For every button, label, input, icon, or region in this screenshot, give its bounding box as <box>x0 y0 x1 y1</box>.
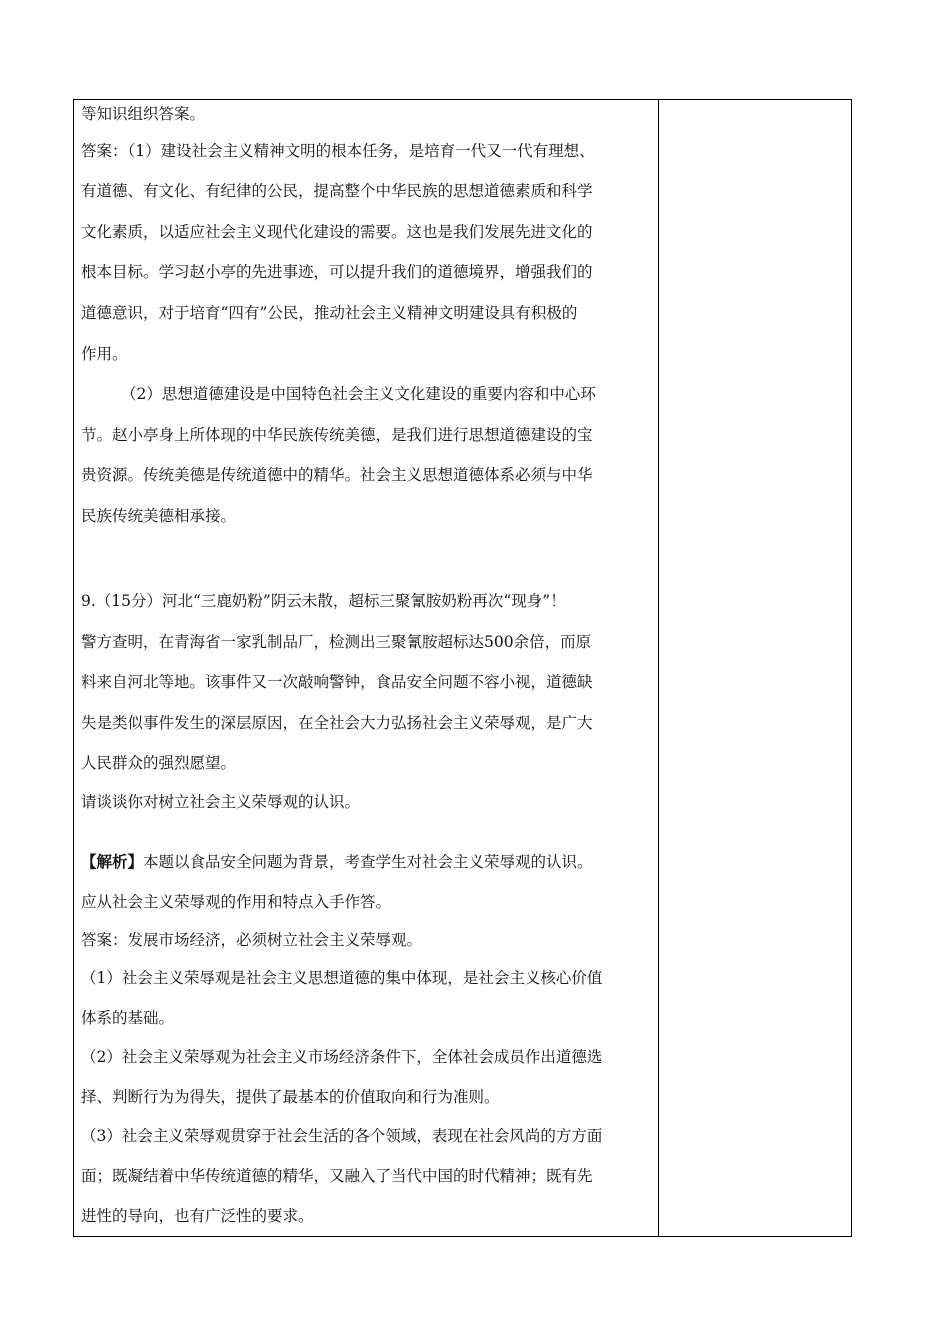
answer9-point3-line: 面；既凝结着中华传统道德的精华，又融入了当代中国的时代精神；既有先 <box>81 1167 593 1185</box>
question9-stem-line: 料来自河北等地。该事件又一次敲响警钟，食品安全问题不容小视，道德缺 <box>81 673 593 691</box>
answer8-part1-line: 文化素质，以适应社会主义现代化建设的需要。这也是我们发展先进文化的 <box>81 223 593 241</box>
answer9-point3-line: （3）社会主义荣辱观贯穿于社会生活的各个领域，表现在社会风尚的方方面 <box>81 1127 603 1145</box>
answer9-point2-line: （2）社会主义荣辱观为社会主义市场经济条件下，全体社会成员作出道德选 <box>81 1048 603 1066</box>
question9-stem-line: 人民群众的强烈愿望。 <box>81 754 237 772</box>
answer9-intro: 答案：发展市场经济，必须树立社会主义荣辱观。 <box>81 931 423 949</box>
analysis-text: 本题以食品安全问题为背景，考查学生对社会主义荣辱观的认识。 <box>143 853 593 871</box>
answer9-point1-line: （1）社会主义荣辱观是社会主义思想道德的集中体现，是社会主义核心价值 <box>81 969 603 987</box>
lead-line: 等知识组织答案。 <box>81 105 206 123</box>
notes-cell <box>659 100 851 1236</box>
answer8-part2-line: 节。赵小亭身上所体现的中华民族传统美德，是我们进行思想道德建设的宝 <box>81 426 593 444</box>
answer8-part1-line: 答案：（1）建设社会主义精神文明的根本任务，是培育一代又一代有理想、 <box>81 142 595 160</box>
answer8-part1-line: 根本目标。学习赵小亭的先进事迹，可以提升我们的道德境界，增强我们的 <box>81 263 593 281</box>
question9-stem-line: 失是类似事件发生的深层原因，在全社会大力弘扬社会主义荣辱观，是广大 <box>81 714 593 732</box>
answer8-part2-line: 民族传统美德相承接。 <box>81 507 237 525</box>
answer9-point1-line: 体系的基础。 <box>81 1009 175 1027</box>
analysis-line-2: 应从社会主义荣辱观的作用和特点入手作答。 <box>81 893 392 911</box>
answer9-point2-line: 择、判断行为为得失，提供了最基本的价值取向和行为准则。 <box>81 1088 500 1106</box>
answer9-point3-line: 进性的导向，也有广泛性的要求。 <box>81 1207 314 1225</box>
answer8-part1-line: 道德意识，对于培育“四有”公民，推动社会主义精神文明建设具有积极的 <box>81 304 578 322</box>
answer8-part2-line: 贵资源。传统美德是传统道德中的精华。社会主义思想道德体系必须与中华 <box>81 466 593 484</box>
question9-stem-line: 警方查明，在青海省一家乳制品厂，检测出三聚氰胺超标达500余倍，而原 <box>81 633 592 651</box>
answer8-part1-line: 有道德、有文化、有纪律的公民，提高整个中华民族的思想道德素质和科学 <box>81 182 593 200</box>
analysis-line <box>81 852 593 872</box>
answer8-part2-line: （2）思想道德建设是中国特色社会主义文化建设的重要内容和中心环 <box>121 385 596 403</box>
content-table <box>73 99 852 1237</box>
answer8-part1-line: 作用。 <box>81 345 128 363</box>
analysis-tag: 【解析】 <box>81 852 144 871</box>
question9-stem-line: 9.（15分）河北“三鹿奶粉”阴云未散，超标三聚氰胺奶粉再次“现身”！ <box>81 592 566 610</box>
question9-prompt: 请谈谈你对树立社会主义荣辱观的认识。 <box>81 793 361 811</box>
